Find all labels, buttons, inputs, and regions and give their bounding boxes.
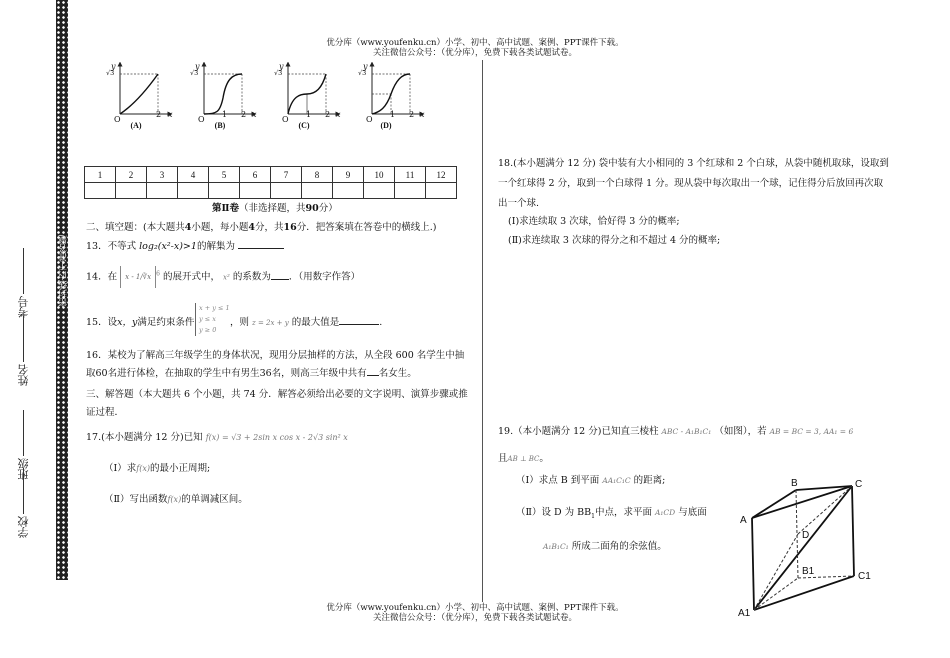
graph-c-x-axis: x (336, 110, 341, 119)
figure-label-b: B (791, 478, 798, 489)
question-18-part-1: (Ⅰ)求连续取 3 次球，恰好得 3 分的概率; (508, 216, 680, 227)
answer-col-7: 7 (271, 167, 302, 183)
answer-cell[interactable] (85, 183, 116, 199)
q14-number: 14． (86, 271, 108, 283)
section-3-line-2: 证过程． (86, 407, 125, 418)
q19-condition: AB = BC = 3, AA₁ = 6 (769, 427, 854, 436)
fill-mid2: 分，共 (254, 222, 284, 233)
column-divider (482, 60, 483, 602)
graph-c-y-tick: √3 (274, 69, 283, 77)
header-line-2: 关注微信公众号：（优分库），免费下载各类试题试卷。 (372, 48, 577, 58)
question-19 (498, 425, 853, 438)
footer-line-2: 关注微信公众号：（优分库），免费下载各类试题试卷。 (372, 613, 577, 623)
answer-col-10: 10 (364, 167, 395, 183)
graph-b-y-tick: √3 (190, 69, 199, 77)
q14-answer-blank[interactable] (271, 279, 289, 280)
q14-term: x² (223, 273, 230, 282)
q17-part-2 (104, 493, 248, 506)
question-15-tail: ，则 z = 2x + y 的最大值是 . (230, 317, 383, 328)
q14-exponent: 6 (156, 270, 160, 278)
q19-p1-text-b: 的距离; (633, 475, 666, 486)
graph-c-x-tick-1: 1 (306, 110, 312, 119)
answer-col-1: 1 (85, 167, 116, 183)
exam-no-blank[interactable] (24, 248, 25, 294)
exam-no-field (16, 248, 32, 318)
section-2-title (212, 202, 338, 215)
q14-text-a: 在 (107, 271, 118, 283)
answer-col-4: 4 (178, 167, 209, 183)
q15-expression: z = 2x + y (252, 319, 289, 327)
answer-col-6: 6 (240, 167, 271, 183)
q15-vars: x，y (117, 317, 138, 328)
class-blank[interactable] (24, 410, 25, 456)
q15-constraint-1: x + y ≤ 1 (199, 304, 230, 312)
graph-a-x-axis: x (168, 110, 173, 119)
figure-label-a1: A1 (738, 608, 751, 619)
q14-binomial: x - 1/∛x (120, 266, 156, 288)
section-2-score: 90 (305, 203, 319, 214)
answer-cell[interactable] (426, 183, 457, 199)
answer-col-3: 3 (147, 167, 178, 183)
answer-table-header-row (85, 167, 457, 183)
q17-p2-text-b: 的单调减区间。 (181, 494, 248, 505)
fill-intro: 二、填空题：(本大题共 (86, 222, 185, 233)
q19-p1-text-a: （Ⅰ）求点 B 到平面 (516, 475, 600, 486)
question-18-line-1: 18.(本小题满分 12 分) 袋中装有大小相同的 3 个红球和 2 个白球，从袋中随机取球，设取到 (498, 158, 889, 169)
q15-text-b: 满足约束条件 (137, 317, 195, 328)
answer-cell[interactable] (395, 183, 426, 199)
q19-p3-text: 所成二面角的余弦值。 (571, 541, 667, 552)
graph-a-y-tick: √3 (106, 69, 115, 77)
graph-b-origin: O (198, 115, 205, 124)
fill-end: 分．把答案填在答卷中的横线上.) (296, 222, 437, 233)
question-18-line-3: 出一个球. (498, 198, 540, 209)
answer-cell[interactable] (364, 183, 395, 199)
answer-cell[interactable] (302, 183, 333, 199)
answer-cell[interactable] (147, 183, 178, 199)
exam-no-label: 考号 (17, 296, 30, 318)
q19-line-2: 且AB ⊥ BC。 (498, 453, 549, 464)
section-2-title-rest: （非选择题，共 (239, 203, 306, 214)
school-label: 学校 (17, 516, 30, 538)
fill-total: 16 (283, 222, 297, 233)
figure-label-a: A (740, 515, 747, 526)
graph-a (120, 64, 170, 114)
answer-col-12: 12 (426, 167, 457, 183)
answer-cell[interactable] (333, 183, 364, 199)
q19-p2-text-a: （Ⅱ）设 D 为 BB (516, 507, 592, 518)
answer-cell[interactable] (178, 183, 209, 199)
question-14 (86, 266, 360, 288)
prism-figure (736, 474, 886, 624)
q17-p1-text-b: 的最小正周期; (149, 463, 211, 474)
graph-b-x-tick-1: 1 (222, 110, 228, 119)
graph-d-x-tick-2: 2 (409, 110, 415, 119)
q15-answer-blank[interactable] (339, 324, 379, 325)
question-15 (86, 316, 194, 329)
graph-d-label: (D) (380, 121, 392, 130)
name-label: 姓名 (17, 364, 30, 386)
q15-text-a: 设 (107, 317, 118, 328)
question-18-line-2: 一个红球得 2 分，取到一个白球得 1 分。现从袋中每次取出一个球，记住得分后放回再次取 (498, 178, 884, 189)
answer-table-input-row (85, 183, 457, 199)
q19-p3-plane: A₁B₁C₁ (543, 542, 569, 551)
name-field (16, 316, 32, 386)
q19-part-2 (516, 506, 707, 523)
q17-p2-text-a: （Ⅱ）写出函数 (104, 494, 168, 505)
q19-p2-plane: A₁CD (654, 508, 676, 517)
graph-b (204, 64, 254, 114)
class-label: 班级 (17, 458, 30, 480)
graph-a-y-axis: y (111, 62, 116, 71)
figure-label-c: C (855, 479, 863, 490)
name-blank[interactable] (24, 316, 25, 362)
q19-fig: （如图），若 (714, 426, 767, 437)
q14-text-c: 的系数为 (232, 271, 271, 283)
graph-d (372, 64, 422, 114)
q17-p1-f: f(x) (136, 464, 150, 473)
question-16-line-1: 16．某校为了解高三年级学生的身体状况，现用分层抽样的方法，从全段 600 名学生中抽 (86, 350, 465, 361)
answer-col-5: 5 (209, 167, 240, 183)
q19-head: 19.（本小题满分 12 分)已知直三棱柱 (498, 426, 659, 437)
fill-each: 4 (248, 222, 255, 233)
q15-text-d: 的最大值是 (291, 317, 340, 328)
figure-label-b1: B1 (802, 566, 815, 577)
q19-line2-a: 且 (498, 453, 508, 464)
q19-part-2-line-2 (543, 540, 667, 553)
answer-col-11: 11 (395, 167, 426, 183)
figure-label-c1: C1 (858, 571, 871, 582)
q15-constraints (195, 303, 230, 336)
graph-d-y-axis: y (363, 62, 368, 71)
question-16-line-2 (86, 367, 417, 380)
q13-expression: log₂(x²-x)>1 (139, 241, 197, 252)
answer-col-2: 2 (116, 167, 147, 183)
section-2-title-end: 分） (318, 203, 338, 214)
q15-number: 15． (86, 317, 108, 328)
graph-a-origin: O (114, 115, 121, 124)
q16-answer-blank[interactable] (367, 375, 379, 376)
graph-a-x-tick-2: 2 (156, 110, 162, 119)
school-blank[interactable] (24, 468, 25, 514)
question-17 (86, 431, 348, 444)
fill-count: 4 (184, 222, 192, 233)
q13-answer-blank[interactable] (238, 248, 284, 249)
q19-p2-text-c: 与底面 (678, 507, 707, 518)
graph-c-label: (C) (298, 121, 310, 130)
answer-col-9: 9 (333, 167, 364, 183)
section-3-line-1: 三、解答题（本大题共 6 个小题，共 74 分．解答必须给出必要的文字说明、演算步骤或推 (86, 389, 468, 400)
fill-in-instructions (86, 221, 436, 234)
q15-constraint-3: y ≥ 0 (199, 326, 217, 334)
school-field (16, 468, 32, 538)
graph-c-x-tick-2: 2 (325, 110, 331, 119)
graph-d-y-tick: √3 (358, 69, 367, 77)
section-2-title-bold: 第Ⅱ卷 (212, 203, 240, 214)
graph-d-origin: O (366, 115, 373, 124)
graph-c-y-axis: y (279, 62, 284, 71)
footer-line-1: 优分库（www.youfenku.cn）小学、初中、高中试题、案例、PPT课件下载。 (326, 603, 624, 613)
graph-d-x-tick-1: 1 (390, 110, 396, 119)
graph-d-x-axis: x (420, 110, 425, 119)
q17-p1-text-a: （Ⅰ）求 (104, 463, 137, 474)
question-18-part-2: (Ⅱ)求连续取 3 次球的得分之和不超过 4 分的概率; (508, 235, 721, 246)
binding-text: 密封线内不准答题 (59, 235, 69, 307)
graph-c (288, 64, 338, 114)
q14-text-b: 的展开式中， (162, 271, 220, 283)
q19-prism: ABC - A₁B₁C₁ (661, 427, 712, 436)
fill-mid: 小题，每小题 (191, 222, 249, 233)
answer-col-8: 8 (302, 167, 333, 183)
q17-head: 17.(本小题满分 12 分)已知 (86, 432, 203, 443)
q17-part-1 (104, 462, 210, 475)
answer-cell[interactable] (271, 183, 302, 199)
figure-label-d: D (802, 530, 810, 541)
q15-text-c: ，则 (230, 317, 250, 328)
graph-c-origin: O (282, 115, 289, 124)
graph-b-x-axis: x (252, 110, 257, 119)
q19-p2-text-b: 中点，求平面 (594, 507, 652, 518)
q19-part-1 (516, 474, 665, 487)
answer-cell[interactable] (209, 183, 240, 199)
q19-perp: AB ⊥ BC (507, 455, 540, 463)
graph-b-y-axis: y (195, 62, 200, 71)
q16-text-b: 名女生。 (378, 368, 417, 379)
q15-constraint-2: y ≤ x (199, 315, 216, 323)
q14-text-d: ．（用数字作答） (288, 271, 361, 283)
graph-a-label: (A) (130, 121, 142, 130)
answer-table (84, 166, 457, 199)
q19-p1-plane: AA₁C₁C (602, 476, 631, 485)
q13-text-a: 不等式 (107, 241, 137, 252)
q17-p2-f: f(x) (167, 495, 182, 504)
answer-cell[interactable] (240, 183, 271, 199)
q16-text-a: 取60名进行体检，在抽取的学生中有男生36名，则高三年级中共有 (86, 368, 367, 379)
q17-function: f(x) = √3 + 2sin x cos x - 2√3 sin² x (205, 433, 348, 442)
answer-cell[interactable] (116, 183, 147, 199)
q13-number: 13． (86, 241, 108, 252)
graph-b-label: (B) (214, 121, 226, 130)
graph-b-x-tick-2: 2 (241, 110, 247, 119)
question-13 (86, 240, 284, 253)
header-line-1: 优分库（www.youfenku.cn）小学、初中、高中试题、案例、PPT课件下载。 (326, 38, 624, 48)
q19-p2-sub: 1 (591, 512, 595, 520)
q13-text-b: 的解集为 (196, 241, 235, 252)
